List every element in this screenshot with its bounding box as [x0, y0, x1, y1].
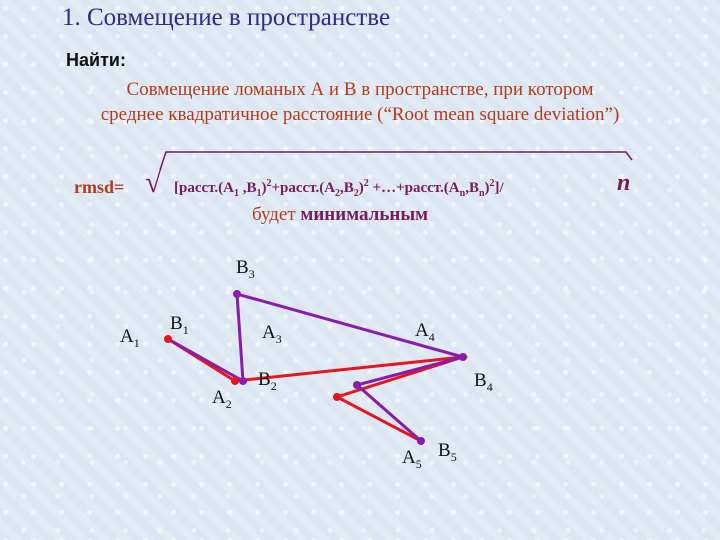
slide-title: 1. Совмещение в пространстве — [62, 4, 391, 31]
label-a4: $A_4$ — [415, 320, 435, 344]
label-a2: $A_2$ — [212, 387, 232, 411]
label-b4: $B_4$ — [474, 370, 493, 394]
label-a3: $A_3$ — [262, 322, 282, 346]
sqrt-overbar — [160, 152, 632, 170]
rmsd-label: rmsd= — [74, 177, 125, 197]
rmsd-formula: [$расст.(A_1$ $,B_1)^2+расст.(A_2,B_2)^2$ $+\dots+расст.(A_n,B_n)^2]/$ — [174, 178, 504, 199]
label-a5: $A_5$ — [402, 447, 422, 471]
label-a1: $A_1$ — [120, 326, 140, 350]
description-line-2: среднее квадратичное расстояние (“Root mean square deviation”) — [100, 104, 620, 125]
find-label: Найти: — [66, 50, 126, 70]
label-b5: $B_5$ — [438, 440, 457, 464]
label-b2: $B_2$ — [258, 369, 277, 393]
point-b4 — [353, 381, 361, 389]
point-a5 — [417, 437, 425, 445]
minimal-text: будет минимальным — [252, 204, 429, 225]
point-a4 — [459, 353, 467, 361]
description-line-1: Совмещение ломаных А и В в пространстве, при котором — [126, 79, 594, 100]
point-a3 — [333, 393, 341, 401]
point-b2 — [239, 377, 247, 385]
label-b3: $B_3$ — [236, 257, 255, 281]
point-b3 — [233, 290, 241, 298]
sqrt-symbol: √ — [145, 166, 162, 199]
label-b1: $B_1$ — [170, 313, 189, 337]
formula-n: n — [617, 170, 631, 196]
point-a2 — [231, 377, 239, 385]
